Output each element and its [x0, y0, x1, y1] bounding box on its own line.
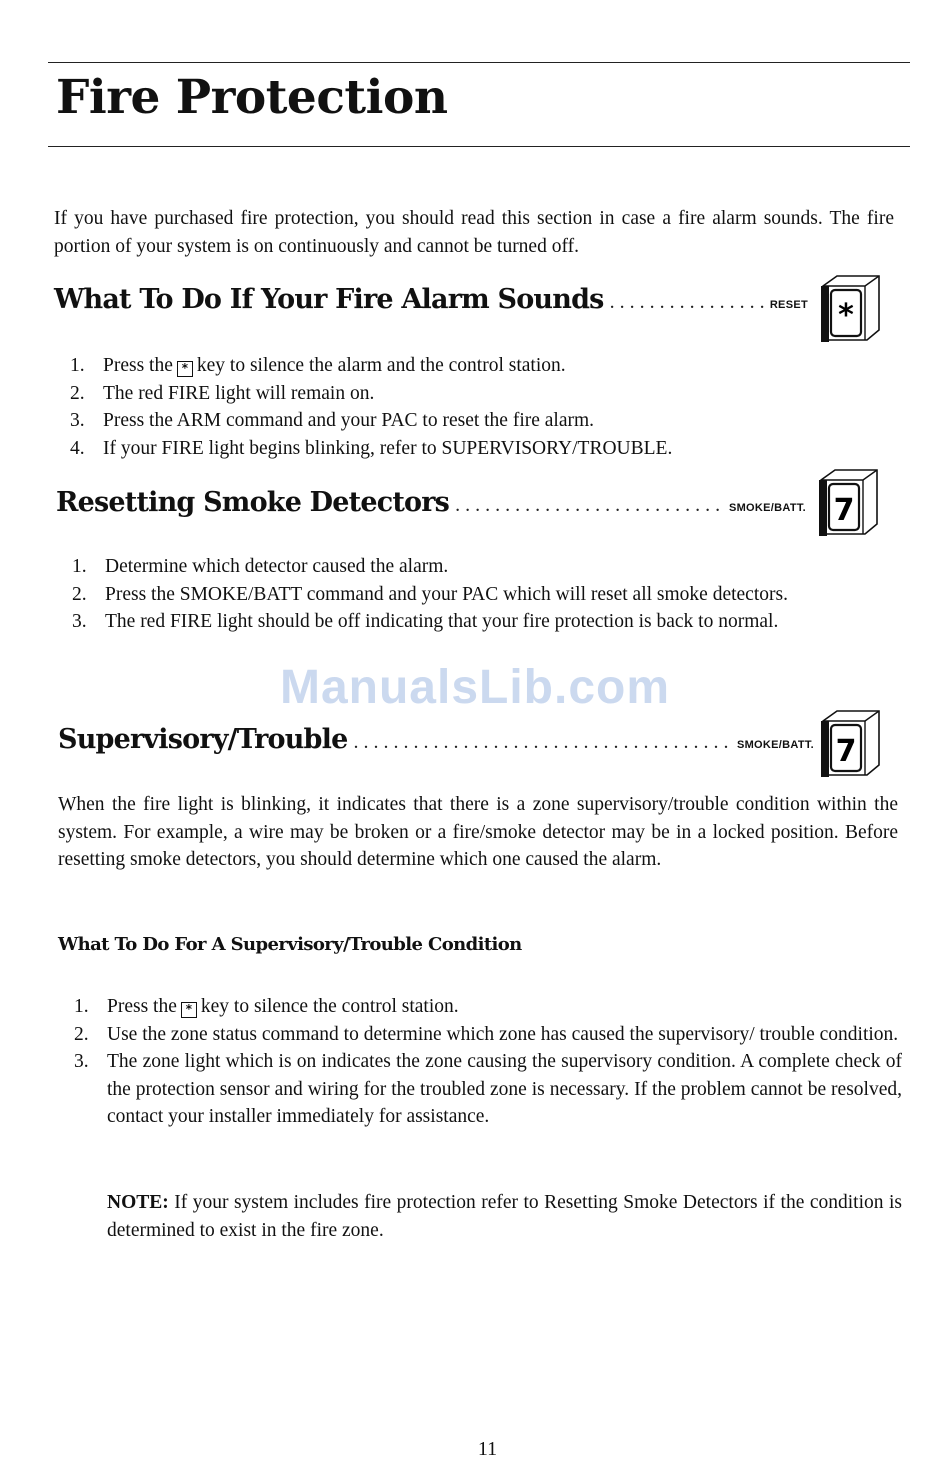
- list-item: [70, 352, 850, 380]
- smoke-batt-key-icon: [817, 705, 885, 777]
- list-item: [72, 553, 898, 581]
- key-symbol: 7: [835, 734, 857, 769]
- step-text: key to silence the control station.: [200, 996, 459, 1017]
- step-text: Press the: [107, 996, 177, 1017]
- intro-paragraph: If you have purchased fire protection, you should read this section in case a fire alarm sounds. The fire portion of your system is on continuously and cannot be turned off.: [54, 208, 894, 257]
- list-item: [74, 1048, 902, 1131]
- section-title: Resetting Smoke Detectors: [56, 487, 450, 518]
- leader-dots: [455, 494, 723, 517]
- step-text: If your FIRE light begins blinking, refer to SUPERVISORY/TROUBLE.: [103, 437, 673, 459]
- section-heading-fire-alarm: [54, 284, 808, 315]
- step-number: 2.: [72, 583, 87, 605]
- step-text: Press the SMOKE/BATT command and your PAC which will reset all smoke detectors.: [105, 583, 788, 605]
- reset-key-icon: [817, 270, 885, 342]
- note: [107, 1189, 902, 1244]
- list-item: [72, 608, 898, 636]
- note-label: NOTE:: [107, 1192, 169, 1213]
- top-rule: [48, 62, 910, 63]
- step-text: key to silence the alarm and the control station.: [196, 355, 566, 376]
- step-text: Press the ARM command and your PAC to reset the fire alarm.: [103, 410, 595, 431]
- command-label: SMOKE/BATT.: [736, 739, 814, 751]
- step-text: The red FIRE light should be off indicating that your fire protection is back to normal.: [105, 611, 779, 632]
- step-number: 2.: [74, 1023, 89, 1045]
- step-text: The red FIRE light will remain on.: [103, 382, 375, 404]
- smoke-batt-key-icon: [815, 464, 883, 536]
- step-number: 3.: [70, 410, 85, 431]
- step-number: 3.: [74, 1051, 89, 1072]
- step-number: 2.: [70, 382, 85, 404]
- title-underline: [48, 146, 910, 147]
- section-title: What To Do If Your Fire Alarm Sounds: [54, 284, 604, 315]
- command-label: RESET: [769, 299, 808, 311]
- step-text: Determine which detector caused the alarm.: [105, 556, 449, 577]
- step-text: The zone light which is on indicates the zone causing the supervisory condition. A complete check of the protection sensor and wiring for the troubled zone is necessary. If the problem cannot be resolved, contact your installer immediately for assistance.: [107, 1051, 902, 1127]
- supervisory-steps: [74, 993, 902, 1131]
- step-number: 3.: [72, 611, 87, 632]
- watermark: ManualsLib.com: [279, 661, 671, 714]
- section-title: Supervisory/Trouble: [58, 724, 348, 755]
- step-number: 1.: [70, 355, 85, 376]
- step-number: 4.: [70, 437, 85, 459]
- section-heading-supervisory: [58, 724, 814, 755]
- list-item: [70, 380, 850, 408]
- step-number: 1.: [74, 996, 89, 1017]
- list-item: [74, 993, 902, 1021]
- step-text: Use the zone status command to determine which zone has caused the supervisory/ trouble condition.: [107, 1023, 899, 1045]
- note-text: If your system includes fire protection refer to Resetting Smoke Detectors if the condition is determined to exist in the fire zone.: [107, 1192, 903, 1241]
- list-item: [74, 1021, 902, 1049]
- subheading: What To Do For A Supervisory/Trouble Condition: [58, 934, 522, 955]
- star-key-icon: *: [181, 1002, 197, 1018]
- section-heading-smoke-detectors: [56, 487, 806, 518]
- step-text: Press the: [103, 355, 173, 376]
- list-item: [70, 407, 850, 435]
- page-title: Fire Protection: [56, 70, 448, 125]
- list-item: [70, 435, 850, 463]
- leader-dots: [353, 731, 731, 754]
- key-symbol: 7: [833, 493, 855, 528]
- page-number: 11: [477, 1438, 498, 1460]
- leader-dots: [610, 291, 764, 314]
- step-number: 1.: [72, 556, 87, 577]
- key-symbol: *: [838, 298, 854, 333]
- list-item: [72, 581, 898, 609]
- smoke-detector-steps: [72, 553, 898, 636]
- fire-alarm-steps: [70, 352, 850, 462]
- command-label: SMOKE/BATT.: [728, 502, 806, 514]
- star-key-icon: *: [177, 361, 193, 377]
- supervisory-paragraph: When the fire light is blinking, it indicates that there is a zone supervisory/trouble condition within the system. For example, a wire may be broken or a fire/smoke detector may be in a locked position. Before resetting smoke detectors, you should determine which one caused the alarm.: [58, 794, 898, 870]
